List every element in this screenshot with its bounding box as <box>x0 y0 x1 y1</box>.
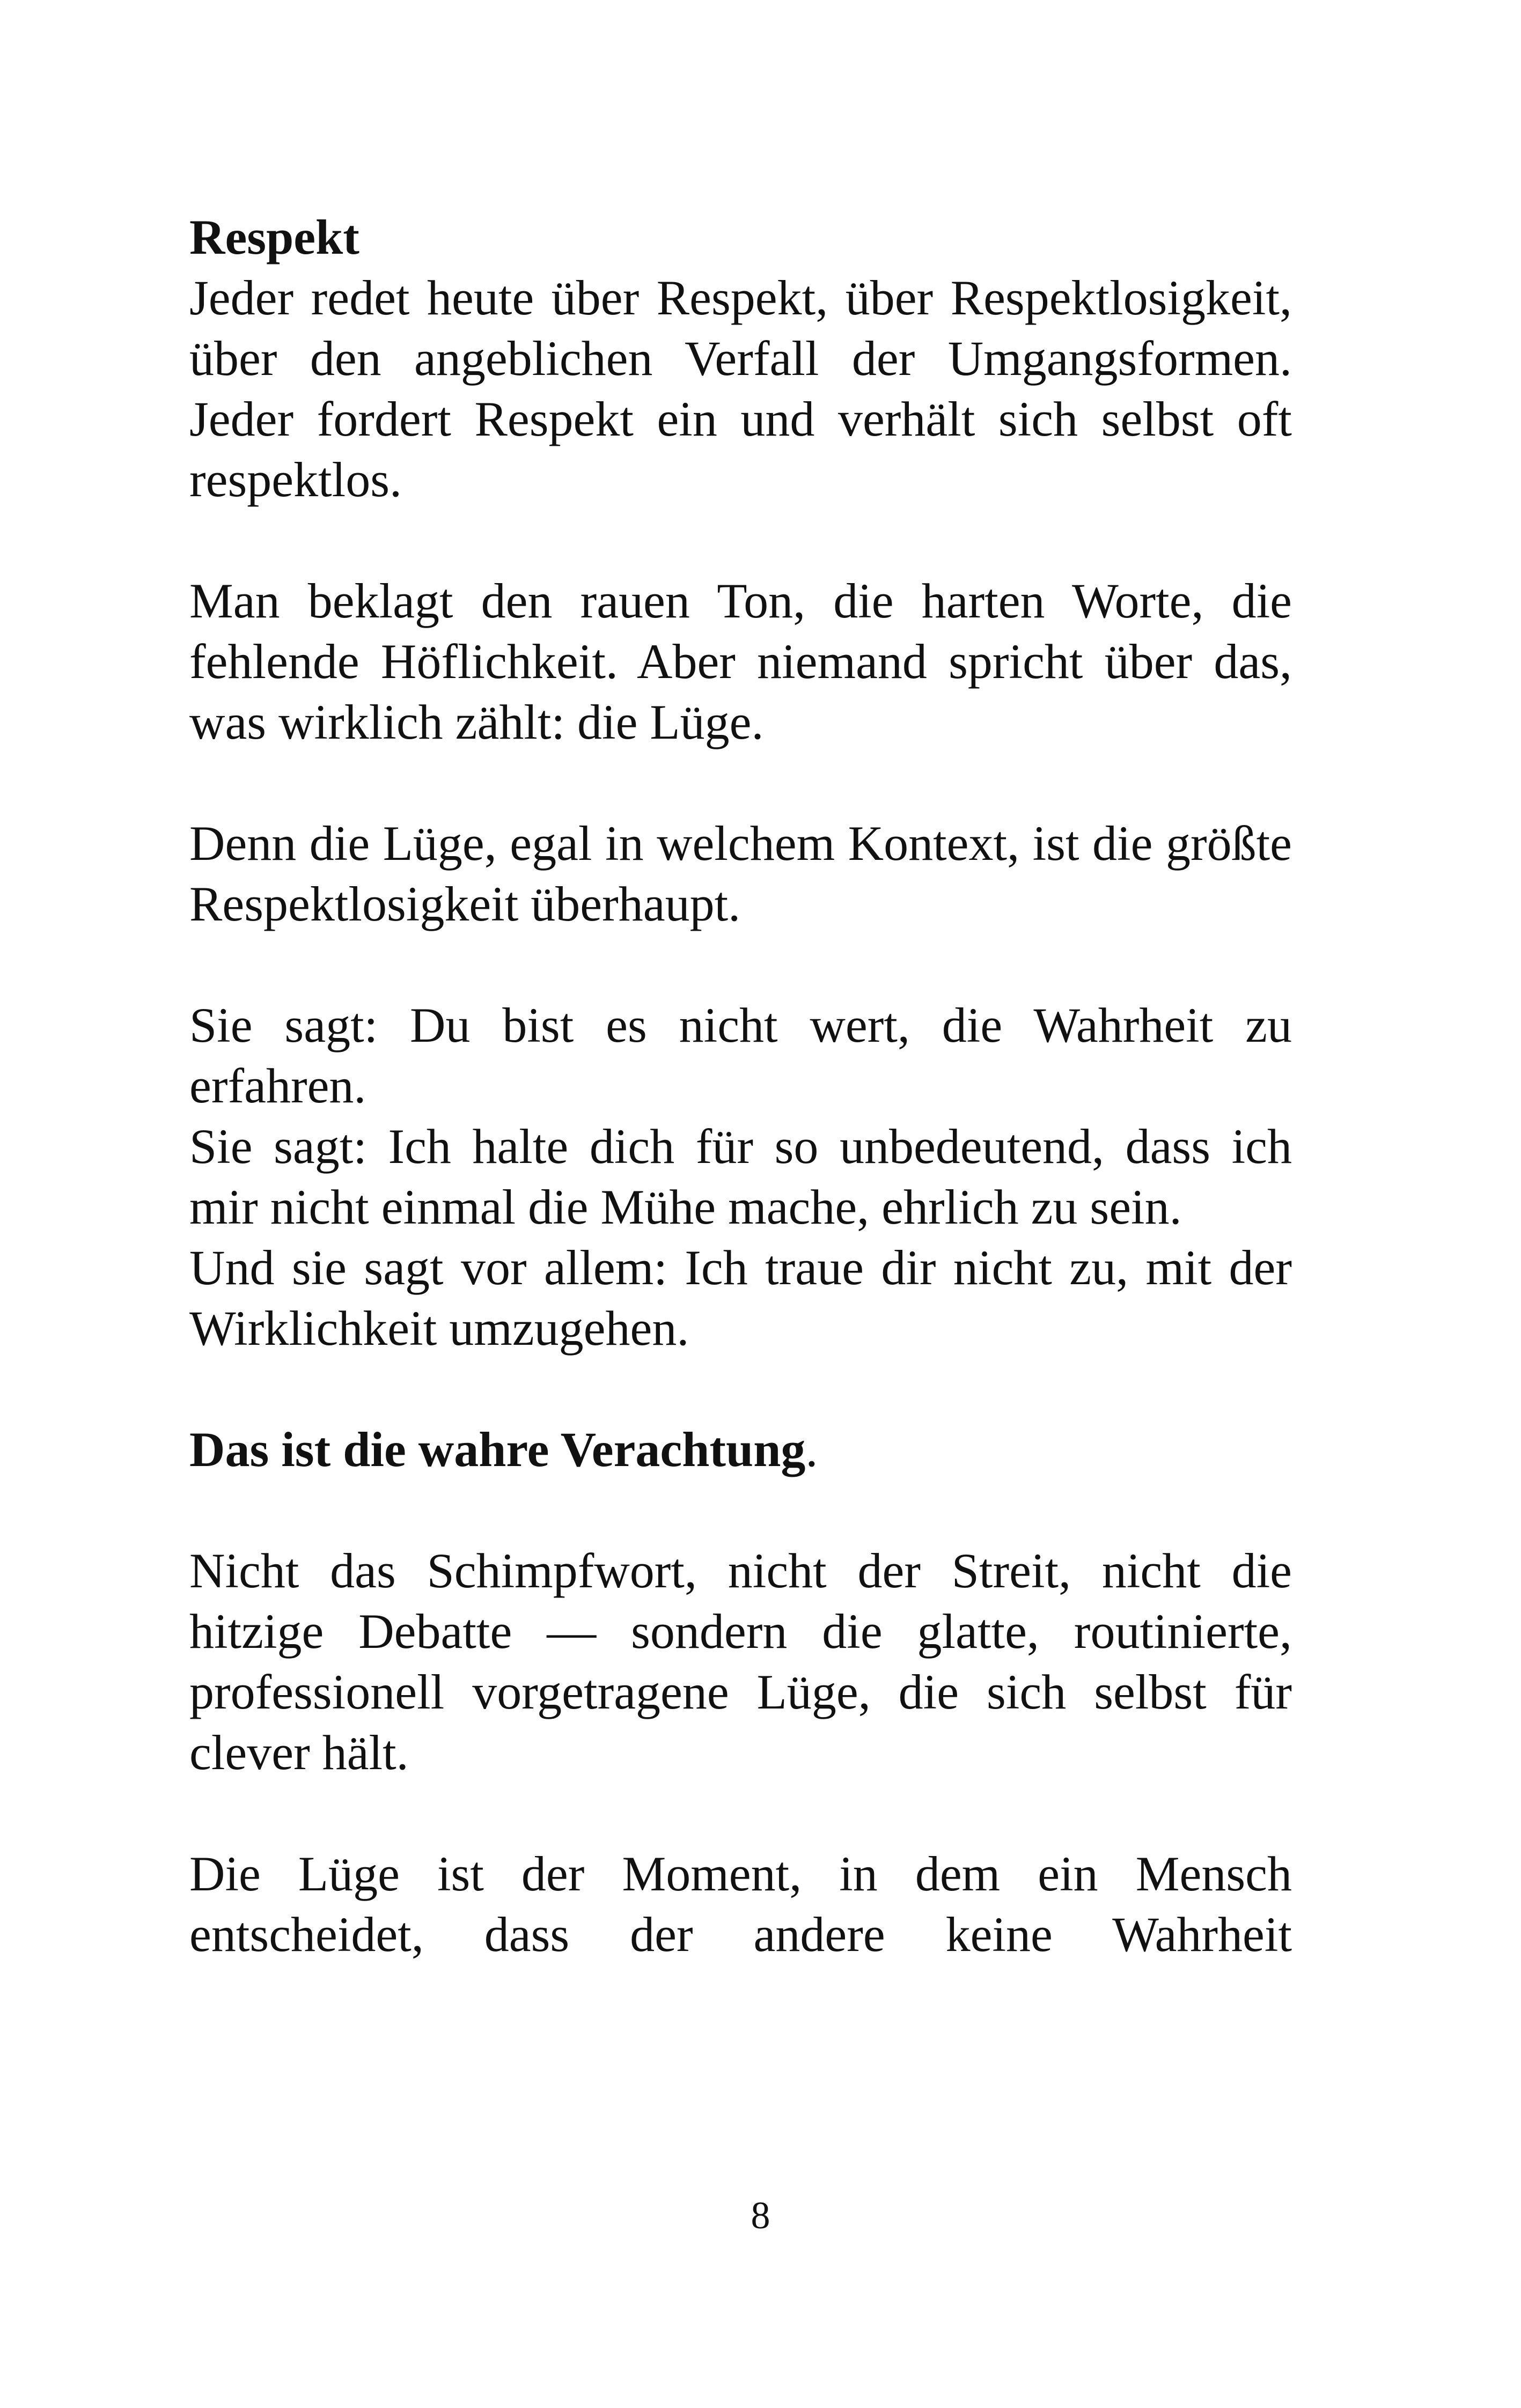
statement-reality: Und sie sagt vor allem: Ich traue dir nicht zu, mit der Wirklichkeit umzugehen. <box>189 1240 1292 1356</box>
paragraph-lie-respect: Denn die Lüge, egal in welchem Kontext, ist die größte Respektlosigkeit überhaupt. <box>189 816 1292 931</box>
statements-block <box>189 995 1292 1359</box>
paragraph-moment: Die Lüge ist der Moment, in dem ein Mensch entscheidet, dass der andere keine Wahrheit <box>189 1846 1292 1962</box>
emphasis-line <box>189 1419 1292 1480</box>
paragraph-tone: Man beklagt den rauen Ton, die harten Worte, die fehlende Höflichkeit. Aber niemand spricht über das, was wirklich zählt: die Lüge. <box>189 573 1292 749</box>
paragraph-insult: Nicht das Schimpfwort, nicht der Streit, nicht die hitzige Debatte — sondern die glatte, routinierte, professionell vorgetragene Lüge, die sich selbst für clever hält. <box>189 1543 1292 1780</box>
emphasis-period: . <box>805 1422 818 1477</box>
page-body <box>189 207 1292 1965</box>
emphasis-bold: Das ist die wahre Verachtung <box>189 1422 806 1477</box>
statement-unimportant: Sie sagt: Ich halte dich für so unbedeutend, dass ich mir nicht einmal die Mühe mache, ehrlich zu sein. <box>189 1119 1292 1234</box>
page-number: 8 <box>751 2194 770 2237</box>
statement-worth: Sie sagt: Du bist es nicht wert, die Wahrheit zu erfahren. <box>189 998 1292 1113</box>
paragraph-intro: Jeder redet heute über Respekt, über Respektlosigkeit, über den angeblichen Verfall der Umgangsformen. Jeder fordert Respekt ein und verhält sich selbst oft respektlos. <box>189 270 1292 507</box>
section-heading: Respekt <box>189 210 359 264</box>
